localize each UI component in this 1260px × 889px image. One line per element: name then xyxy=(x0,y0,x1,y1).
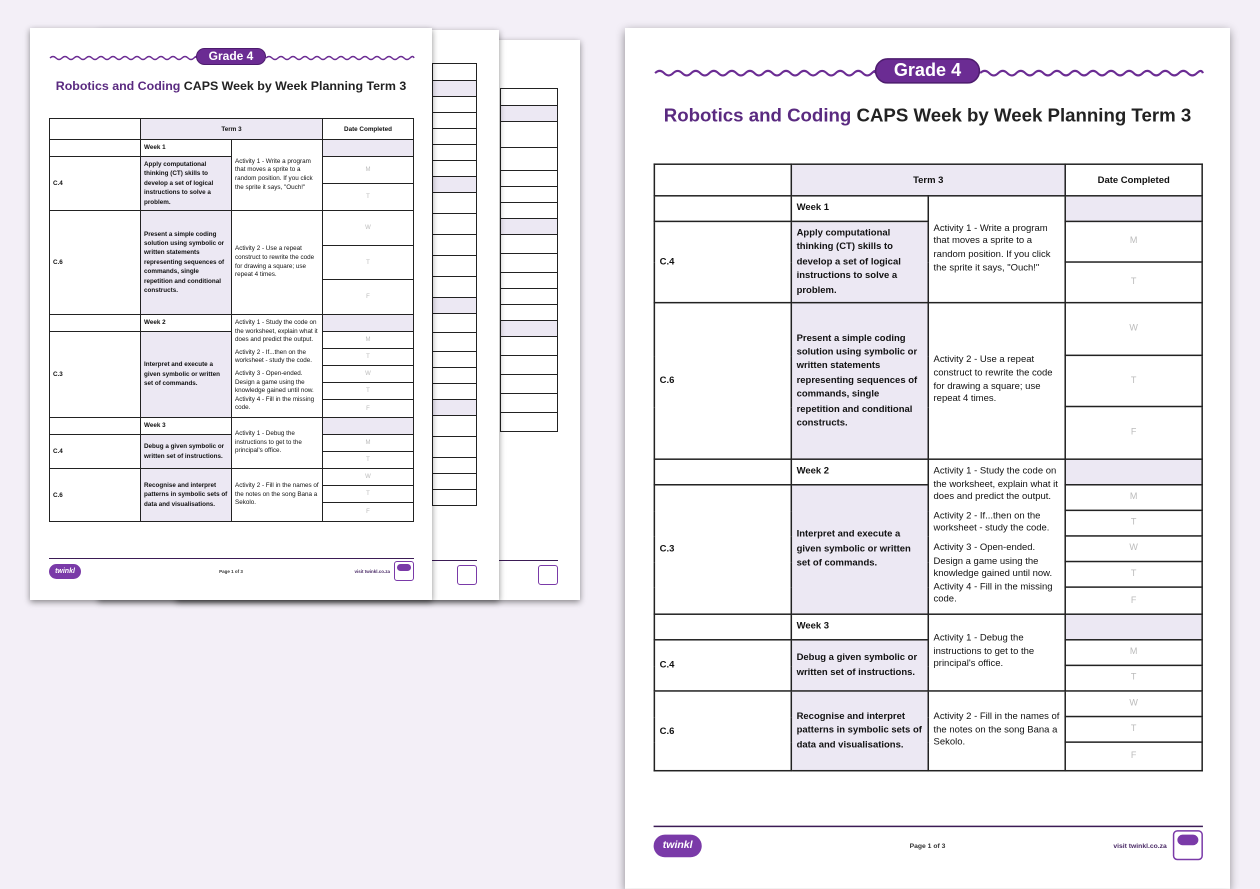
week-row xyxy=(50,315,414,332)
bg-date-cell xyxy=(432,457,477,474)
bg-date-cell xyxy=(432,351,477,368)
date-completed-t[interactable]: T xyxy=(1065,562,1202,588)
week-code-blank xyxy=(654,614,791,640)
date-completed-t[interactable]: T xyxy=(1065,355,1202,406)
activity-text: Activity 3 - Open-ended. Design a game using the knowledge gained until now. Activity 4 - Fill in the missing code. xyxy=(235,370,315,412)
date-completed-t[interactable]: T xyxy=(1065,665,1202,691)
objective-text: Debug a given symbolic or written set of instructions. xyxy=(791,640,928,691)
activity-cell xyxy=(232,211,323,315)
week-code-blank xyxy=(50,140,141,157)
week-date-cell[interactable] xyxy=(323,418,414,435)
bg-date-cell xyxy=(500,170,558,187)
bg-date-cell xyxy=(432,213,477,235)
date-completed-f[interactable]: F xyxy=(323,503,414,522)
date-completed-f[interactable]: F xyxy=(1065,587,1202,614)
date-completed-f[interactable]: F xyxy=(323,400,414,418)
date-completed-w[interactable]: W xyxy=(323,211,414,246)
twinkl-logo: twinkl xyxy=(49,564,81,579)
objective-text: Apply computational thinking (CT) skills to develop a set of logical instructions to solve a problem. xyxy=(141,157,232,211)
table-header-row xyxy=(50,119,414,140)
activity-cell xyxy=(928,691,1065,771)
week-label: Week 2 xyxy=(791,459,928,485)
date-completed-w[interactable]: W xyxy=(323,366,414,383)
date-completed-w[interactable]: W xyxy=(323,469,414,486)
page-number: Page 1 of 3 xyxy=(219,569,243,574)
objective-text: Present a simple coding solution using symbolic or written statements representing sequences of commands, single repetition and conditional constructs. xyxy=(791,303,928,460)
bg-date-cell xyxy=(500,288,558,305)
objective-code: C.6 xyxy=(654,691,791,771)
activity-text: Activity 1 - Debug the instructions to get to the principal's office. xyxy=(235,430,302,455)
activity-text: Activity 3 - Open-ended. Design a game using the knowledge gained until now. Activity 4 - Fill in the missing code. xyxy=(933,542,1053,605)
document-page xyxy=(30,28,432,600)
date-completed-f[interactable]: F xyxy=(1065,407,1202,460)
bg-date-cell xyxy=(500,147,558,171)
activity-cell xyxy=(928,614,1065,691)
day-row xyxy=(654,485,1202,511)
week-code-blank xyxy=(654,196,791,222)
objective-code: C.6 xyxy=(654,303,791,460)
objective-code: C.4 xyxy=(654,221,791,302)
page-title xyxy=(30,79,432,93)
bg-date-cell xyxy=(432,234,477,256)
bg-date-cell xyxy=(500,253,558,273)
bg-date-cell xyxy=(500,412,558,432)
date-completed-f[interactable]: F xyxy=(1065,742,1202,771)
objective-code: C.6 xyxy=(50,211,141,315)
page-title xyxy=(625,105,1230,126)
header-blank xyxy=(654,164,791,196)
objective-text: Interpret and execute a given symbolic or written set of commands. xyxy=(141,332,232,418)
bg-date-cell xyxy=(432,255,477,277)
objective-text: Apply computational thinking (CT) skills to develop a set of logical instructions to solve a problem. xyxy=(791,221,928,302)
title-rest: CAPS Week by Week Planning Term 3 xyxy=(851,104,1192,126)
week-label: Week 2 xyxy=(141,315,232,332)
activity-text: Activity 1 - Write a program that moves a sprite to a random position. If you click the sprite it says, "Ouch!" xyxy=(933,223,1051,273)
activity-text: Activity 2 - If...then on the worksheet - study the code. xyxy=(933,510,1050,535)
date-completed-w[interactable]: W xyxy=(1065,691,1202,717)
bg-date-cell xyxy=(432,383,477,400)
bg-date-cell xyxy=(500,336,558,356)
bg-date-cell xyxy=(500,272,558,289)
date-completed-m[interactable]: M xyxy=(323,157,414,184)
week-label: Week 1 xyxy=(791,196,928,222)
day-row xyxy=(654,691,1202,717)
activity-cell xyxy=(928,303,1065,460)
bg-date-cell xyxy=(500,374,558,394)
activity-cell xyxy=(232,140,323,211)
website-link[interactable]: visit twinkl.co.za xyxy=(354,569,390,574)
week-label: Week 1 xyxy=(141,140,232,157)
grade-badge: Grade 4 xyxy=(875,58,980,84)
activity-text: Activity 2 - Fill in the names of the notes on the song Bana a Sekolo. xyxy=(933,711,1060,748)
twinkl-logo: twinkl xyxy=(654,835,702,858)
bg-date-cell xyxy=(500,304,558,321)
objective-text: Present a simple coding solution using symbolic or written statements representing sequences of commands, single repetition and conditional constructs. xyxy=(141,211,232,315)
day-row xyxy=(50,211,414,246)
bg-date-cell xyxy=(500,355,558,375)
week-code-blank xyxy=(654,459,791,485)
week-row xyxy=(50,140,414,157)
week-label: Week 3 xyxy=(141,418,232,435)
header-term: Term 3 xyxy=(791,164,1065,196)
quality-badge-icon xyxy=(1173,830,1203,860)
day-row xyxy=(654,221,1202,262)
objective-code: C.6 xyxy=(50,469,141,522)
week-date-cell[interactable] xyxy=(323,315,414,332)
week-code-blank xyxy=(50,418,141,435)
week-date-cell[interactable] xyxy=(323,140,414,157)
week-date-cell[interactable] xyxy=(1065,459,1202,485)
header-blank xyxy=(50,119,141,140)
date-completed-t[interactable]: T xyxy=(323,486,414,503)
bg-date-cell xyxy=(500,186,558,203)
date-completed-t[interactable]: T xyxy=(323,246,414,280)
bg-date-cell xyxy=(500,88,558,106)
week-code-blank xyxy=(50,315,141,332)
objective-code: C.4 xyxy=(50,435,141,469)
week-row xyxy=(50,418,414,435)
bg-week-cell xyxy=(432,399,477,416)
week-row xyxy=(654,459,1202,485)
activity-text: Activity 2 - If...then on the worksheet - study the code. xyxy=(235,348,313,365)
activity-cell xyxy=(232,469,323,522)
bg-date-cell xyxy=(500,393,558,413)
table-header-row xyxy=(654,164,1202,196)
document-page-enlarged xyxy=(625,28,1230,889)
header-date-completed: Date Completed xyxy=(323,119,414,140)
objective-text: Debug a given symbolic or written set of instructions. xyxy=(141,435,232,469)
date-completed-t[interactable]: T xyxy=(323,452,414,469)
day-row xyxy=(654,303,1202,356)
bg-week-cell xyxy=(432,297,477,314)
date-completed-m[interactable]: M xyxy=(323,435,414,452)
objective-code: C.4 xyxy=(654,640,791,691)
activity-cell xyxy=(232,418,323,469)
activity-cell xyxy=(928,459,1065,614)
activity-text: Activity 1 - Write a program that moves a sprite to a random position. If you click the sprite it says, "Ouch!" xyxy=(235,157,313,191)
date-completed-f[interactable]: F xyxy=(323,280,414,315)
bg-date-cell xyxy=(432,313,477,333)
week-date-cell[interactable] xyxy=(1065,614,1202,640)
bg-week-cell xyxy=(432,80,477,97)
bg-date-cell xyxy=(432,473,477,490)
objective-text: Recognise and interpret patterns in symbolic sets of data and visualisations. xyxy=(791,691,928,771)
quality-badge-icon xyxy=(457,565,477,585)
bg-date-cell xyxy=(432,128,477,145)
activity-cell xyxy=(232,315,323,418)
objective-text: Interpret and execute a given symbolic or written set of commands. xyxy=(791,485,928,614)
week-label: Week 3 xyxy=(791,614,928,640)
date-completed-m[interactable]: M xyxy=(323,332,414,349)
activity-text: Activity 1 - Study the code on the worksheet, explain what it does and predict the output. xyxy=(235,319,318,344)
footer-divider xyxy=(654,826,1203,828)
day-row xyxy=(654,640,1202,666)
bg-date-cell xyxy=(500,202,558,219)
title-highlight: Robotics and Coding xyxy=(663,104,852,126)
objective-code: C.4 xyxy=(50,157,141,211)
page-number: Page 1 of 3 xyxy=(909,842,946,850)
bg-week-cell xyxy=(500,320,558,337)
objective-code: C.3 xyxy=(654,485,791,614)
date-completed-w[interactable]: W xyxy=(1065,536,1202,562)
quality-badge-icon xyxy=(394,561,414,581)
week-row xyxy=(654,614,1202,640)
bg-date-cell xyxy=(432,415,477,437)
date-completed-t[interactable]: T xyxy=(1065,510,1202,536)
date-completed-t[interactable]: T xyxy=(1065,262,1202,303)
date-completed-m[interactable]: M xyxy=(1065,485,1202,511)
bg-date-cell xyxy=(432,489,477,506)
header-date-completed: Date Completed xyxy=(1065,164,1202,196)
activity-text: Activity 2 - Fill in the names of the notes on the song Bana a Sekolo. xyxy=(235,482,319,507)
bg-date-cell xyxy=(432,276,477,298)
bg-date-cell xyxy=(432,96,477,113)
activity-text: Activity 2 - Use a repeat construct to rewrite the code for drawing a square; use repeat 4 times. xyxy=(235,245,315,279)
footer-divider xyxy=(49,558,414,559)
website-link[interactable]: visit twinkl.co.za xyxy=(1113,842,1167,850)
bg-week-cell xyxy=(500,218,558,235)
date-completed-m[interactable]: M xyxy=(1065,221,1202,262)
bg-date-cell xyxy=(432,367,477,384)
planning-table xyxy=(654,163,1203,771)
activity-text: Activity 1 - Study the code on the worksheet, explain what it does and predict the output. xyxy=(933,466,1058,503)
objective-text: Recognise and interpret patterns in symbolic sets of data and visualisations. xyxy=(141,469,232,522)
bg-date-cell xyxy=(500,234,558,254)
date-completed-t[interactable]: T xyxy=(1065,717,1202,743)
bg-date-cell xyxy=(432,63,477,81)
bg-date-cell xyxy=(432,332,477,352)
bg-date-cell xyxy=(432,436,477,458)
day-row xyxy=(50,469,414,486)
date-completed-t[interactable]: T xyxy=(323,383,414,400)
bg-date-cell xyxy=(432,144,477,161)
objective-code: C.3 xyxy=(50,332,141,418)
grade-badge: Grade 4 xyxy=(196,48,266,65)
activity-cell xyxy=(928,196,1065,303)
planning-table xyxy=(49,118,414,522)
bg-date-cell xyxy=(432,160,477,177)
header-term: Term 3 xyxy=(141,119,323,140)
bg-week-cell xyxy=(500,105,558,122)
week-row xyxy=(654,196,1202,222)
date-completed-m[interactable]: M xyxy=(1065,640,1202,666)
bg-date-cell xyxy=(432,192,477,214)
quality-badge-icon xyxy=(538,565,558,585)
date-completed-w[interactable]: W xyxy=(1065,303,1202,356)
title-highlight: Robotics and Coding xyxy=(55,79,181,93)
date-completed-t[interactable]: T xyxy=(323,184,414,211)
date-completed-t[interactable]: T xyxy=(323,349,414,366)
activity-text: Activity 1 - Debug the instructions to get to the principal's office. xyxy=(933,633,1035,670)
activity-text: Activity 2 - Use a repeat construct to rewrite the code for drawing a square; use repeat 4 times. xyxy=(933,355,1053,405)
week-date-cell[interactable] xyxy=(1065,196,1202,222)
bg-date-cell xyxy=(432,112,477,129)
bg-date-cell xyxy=(500,121,558,148)
title-rest: CAPS Week by Week Planning Term 3 xyxy=(180,79,407,93)
bg-week-cell xyxy=(432,176,477,193)
